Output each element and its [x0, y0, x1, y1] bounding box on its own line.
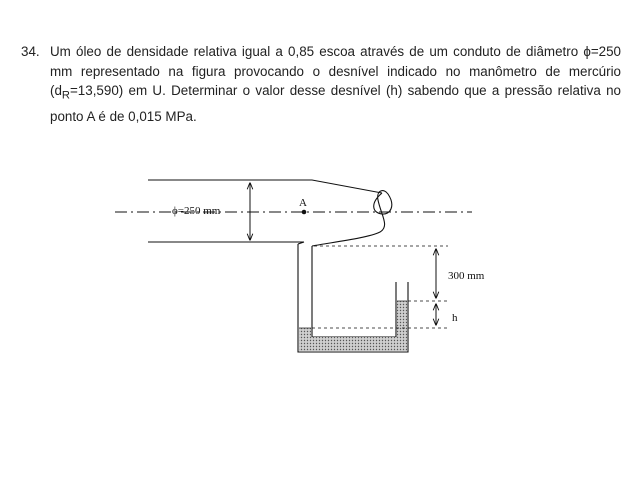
density-subscript: R: [61, 90, 70, 103]
diameter-label: ϕ=250 mm: [172, 205, 221, 217]
point-a-marker: [302, 210, 307, 215]
mercury-fill: [299, 301, 407, 351]
pipe-break-curve: [312, 191, 392, 246]
problem-text-part2: =13,590) em U. Determinar o valor desse desnível (h) sabendo que a pressão relativa no ponto A é de 0,015 MPa.: [50, 83, 621, 124]
point-a-label: A: [299, 197, 307, 209]
manometer-outer-wall: [298, 244, 408, 352]
problem-text-part1: Um óleo de densidade relativa igual a 0,85 escoa através de um conduto de diâmetro ϕ=250 mm representado na figura provocando o desnível indicado no manômetro de mercúrio (d: [50, 44, 621, 99]
manometer-inner-wall: [312, 246, 396, 337]
pipe-top-wall: [148, 180, 382, 193]
problem-number: 34.: [21, 44, 40, 59]
h-label: h: [452, 312, 458, 324]
height-label: 300 mm: [448, 270, 485, 282]
